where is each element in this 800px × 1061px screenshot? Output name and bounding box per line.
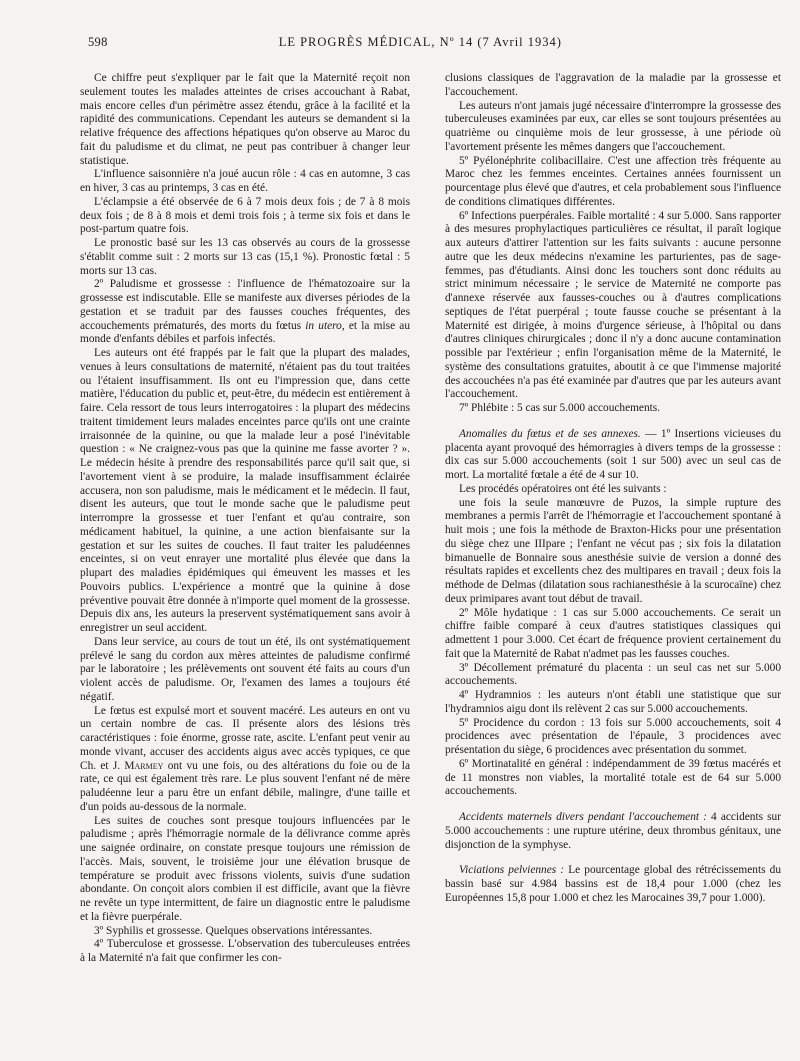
paragraph: 6º Infections puerpérales. Faible mortalité : 4 sur 5.000. Sans rapporter à des mesures prophylactiques particulières ce résultat, il paraît logique aux auteurs d'attirer l'attention sur les faits suivants : aucune personne autre que les deux médecins n'examine les parturientes, pas de sage-femmes, pas d'étudiants. Ainsi donc les touchers sont donc réduits au strict minimum nécessaire ; le service de Maternité ne comporte pas d'annexe réservée aux fausses-couches ou à d'autres complications septiques de l'état puerpéral ; toute fausse couche se présentant à la Maternité est dirigée, à moins d'urgence sérieuse, à l'hôpital ou dans d'autres cliniques chirurgicales ; donc il n'y a donc aucune contamination possible par l'extérieur ; enfin l'organisation même de la Maternité, le système des consultations gratuites, aboutit à ce que l'immense majorité des accouchées n'a pas été examinée par d'autres que par les auteurs avant l'accouchement. (445, 209, 781, 401)
paragraph: 5º Procidence du cordon : 13 fois sur 5.000 accouchements, soit 4 procidences avec présentation de l'épaule, 3 procidences avec présentation du siège, 6 procidences avec présentation du sommet. (445, 716, 781, 756)
paragraph: 2º Môle hydatique : 1 cas sur 5.000 accouchements. Ce serait un chiffre faible comparé à ceux d'autres statistiques classiques qui admettent 1 pour 3.000. Cet écart de fréquence provient certainement du fait que la Maternité de Rabat n'admet pas les fausses couches. (445, 606, 781, 660)
paragraph: clusions classiques de l'aggravation de la maladie par la grossesse et l'accouchement. (445, 72, 781, 98)
text-run: ont vu une fois, ou des altérations du foie ou de la rate, ce qui est également très rare. Le plus souvent l'enfant né de mère paludéenne leur a paru être un enfant débile, malingre, d'une taille et d'un poids au-dessous de la normale. (80, 759, 410, 813)
paragraph: Dans leur service, au cours de tout un été, ils ont systématiquement prélevé le sang du cordon aux mères atteintes de paludisme confirmé par le laboratoire ; les prélèvements ont souvent été faits au cours d'un violent accès de paludisme. Or, l'examen des lames a toujours été négatif. (80, 635, 410, 703)
section-paragraph (445, 864, 781, 905)
section-heading: Viciations pelviennes : (459, 864, 565, 877)
text-run: Le pourcentage global des rétrécissements du bassin basé sur 4.984 bassins est de 18,4 pour 1.000 (chez les Européennes 15,8 pour 1.000 et chez les Marocaines 39,7 pour 1.000). (445, 864, 781, 904)
text-run: — 1º Insertions vicieuses du placenta ayant provoqué des hémorragies à divers temps de la grossesse : dix cas sur 5.000 accouchements (soit 1 sur 500) avec un seul cas de mort. La mortalité fœtale a été de 4 sur 10. (445, 427, 781, 481)
paragraph: Le pronostic basé sur les 13 cas observés au cours de la grossesse s'établit comme suit : 2 morts sur 13 cas (15,1 %). Pronostic fœtal : 5 morts sur 13 cas. (80, 237, 410, 277)
section-heading: Anomalies du fœtus et de ses annexes. (459, 427, 641, 440)
running-header (88, 35, 733, 50)
text-run: 2º Paludisme et grossesse : l'influence de l'hématozoaire sur la grossesse est indiscutable. Elle se manifeste aux diverses périodes de la gestation et se traduit par des fausses couches fréquentes, des accouchements prématurés, des morts du fœtus (80, 278, 410, 332)
paragraph: 4º Hydramnios : les auteurs n'ont établi une statistique que sur l'hydramnios aigu dont ils relèvent 2 cas sur 5.000 accouchements. (445, 689, 781, 715)
paragraph: Ce chiffre peut s'expliquer par le fait que la Maternité reçoit non seulement toutes les malades atteintes de crises accouchant à Rabat, mais encore celles d'un périmètre assez étendu, grâce à la facilité et la rapidité des communications. Cependant les auteurs se demandent si la relative fréquence des affections hépatiques qu'on observe au Maroc du fait du paludisme et du climat, ne peut pas contribuer à changer leur statistique. (80, 72, 410, 167)
author-name: Marmey (124, 759, 164, 772)
paragraph: Les procédés opératoires ont été les suivants : (459, 482, 667, 495)
paragraph (80, 705, 410, 815)
paragraph: Les auteurs ont été frappés par le fait que la plupart des malades, venues à leurs consultations de maternité, n'étaient pas du tout traitées ou l'étaient insuffisamment. Ils ont eu l'impression que, dans cette matière, l'éducation du public et, peut-être, du médecin est entièrement à faire. Cela ressort de tous leurs interrogatoires : la plupart des médecins traitent timidement leurs malades enceintes parce qu'ils ont une crainte irraisonnée de la quinine, ou que la malade leur a posé l'inévitable question : « Ne craignez-vous pas que la quinine me fasse avorter ? ». Le médecin hésite à prendre des responsabilités parce qu'il sait que, si l'avortement vient à se produire, la malade insuffisamment éclairée accusera, non son paludisme, mais le médicament et le médecin. Il faut, disent les auteurs, que tout le monde sache que le paludisme peut interrompre la grossesse et tuer l'enfant et qu'au contraire, son médicament habituel, la quinine, a une action bienfaisante sur la gestation et sur les suites de couches. Il faut traiter les paludéennes enceintes, si on veut enrayer une mortalité plus élevée que dans la plupart des maladies épidémiques qui émeuvent les masses et les Pouvoirs publics. L'expérience a montré que la quinine à dose préventive pouvait être donnée à n'importe quel moment de la grossesse. Depuis dix ans, les auteurs la preservent systématiquement sans avoir à enregistrer un seul accident. (80, 347, 410, 634)
section-paragraph (445, 428, 781, 483)
page-number: 598 (88, 35, 108, 49)
section-heading: Accidents maternels divers pendant l'accouchement : (459, 811, 707, 823)
paragraph: L'éclampsie a été observée de 6 à 7 mois deux fois ; de 7 à 8 mois deux fois ; de 8 à 8 mois et demi trois fois ; à terme six fois et dans le post-partum quatre fois. (80, 195, 410, 236)
paragraph: 7º Phlébite : 5 cas sur 5.000 accouchements. (459, 402, 661, 414)
text-run: Le fœtus est expulsé mort et souvent macéré. Les auteurs en ont vu un certain nombre de cas. Il présente alors des lésions très caractéristiques : foie énorme, grosse rate, ascite. L'enfant peut venir au monde vivant, accuser des accidents aigus avec accès typiques, ce que Ch. et J. (80, 704, 410, 772)
paragraph: 3º Syphilis et grossesse. Quelques observations intéressantes. (94, 924, 373, 937)
section-paragraph (445, 811, 781, 852)
paragraph: 5º Pyélonéphrite colibacillaire. C'est une affection très fréquente au Maroc chez les femmes enceintes. Certaines années fournissent un pourcentage plus élevé que d'autres, et cela probablement sous l'influence de conditions climatiques différentes. (445, 154, 781, 208)
italic-term: in utero (305, 319, 342, 332)
text-run: 4 accidents sur 5.000 accouchements : une rupture utérine, deux thrombus génitaux, une disjonction de la symphyse. (445, 811, 782, 851)
paragraph: L'influence saisonnière n'a joué aucun rôle : 4 cas en automne, 3 cas en hiver, 3 cas au printemps, 3 cas en été. (80, 168, 410, 194)
right-column (445, 72, 781, 906)
paragraph: 6º Mortinatalité en général : indépendamment de 39 fœtus macérés et de 11 monstres non viables, la mortalité totale est de 64 sur 5.000 accouchements. (445, 757, 781, 798)
paragraph (80, 278, 410, 347)
journal-title: LE PROGRÈS MÉDICAL, Nº 14 (7 Avril 1934) (278, 35, 562, 49)
left-column (80, 72, 410, 966)
paragraph: une fois la seule manœuvre de Puzos, la simple rupture des membranes a permis l'arrêt de l'hémorragie et l'accouchement spontané à huit mois ; une fois la méthode de Braxton-Hicks pour une présentation du siège chez une IIIpare ; l'enfant ne vécut pas ; six fois la dilatation bimanuelle de Bonnaire sous anesthésie suivie de version a donné des résultats rapides et excellents chez des multipares en travail ; deux fois la méthode de Delmas (dilatation sous rachianesthésie à la scurocaïne) chez deux primipares avant tout début de travail. (445, 496, 781, 605)
text-run: , et la mise au monde d'enfants débiles et parfois infectés. (80, 319, 411, 346)
paragraph: Les auteurs n'ont jamais jugé nécessaire d'interrompre la grossesse des tuberculeuses examinées par eux, car elles se sont toujours présentées au quatrième ou cinquième mois de leur grossesse, à une période où l'avortement présente les mêmes dangers que l'accouchement. (445, 99, 781, 153)
paragraph: Les suites de couches sont presque toujours influencées par le paludisme ; après l'hémorragie normale de la délivrance comme après une saignée ordinaire, on constate presque toujours une rémission de l'accès. Mais, souvent, le troisième jour une élévation brusque de température se produit avec frissons violents, suivis d'une sudation abondante. On conçoit alors combien il est difficile, avant que la fièvre ne revête un type intermittent, de faire un diagnostic entre le paludisme et la fièvre puerpérale. (80, 814, 410, 923)
paragraph: 3º Décollement prématuré du placenta : un seul cas net sur 5.000 accouchements. (445, 661, 781, 688)
paragraph: 4º Tuberculose et grossesse. L'observation des tuberculeuses entrées à la Maternité n'a fait que confirmer les con- (80, 938, 410, 964)
